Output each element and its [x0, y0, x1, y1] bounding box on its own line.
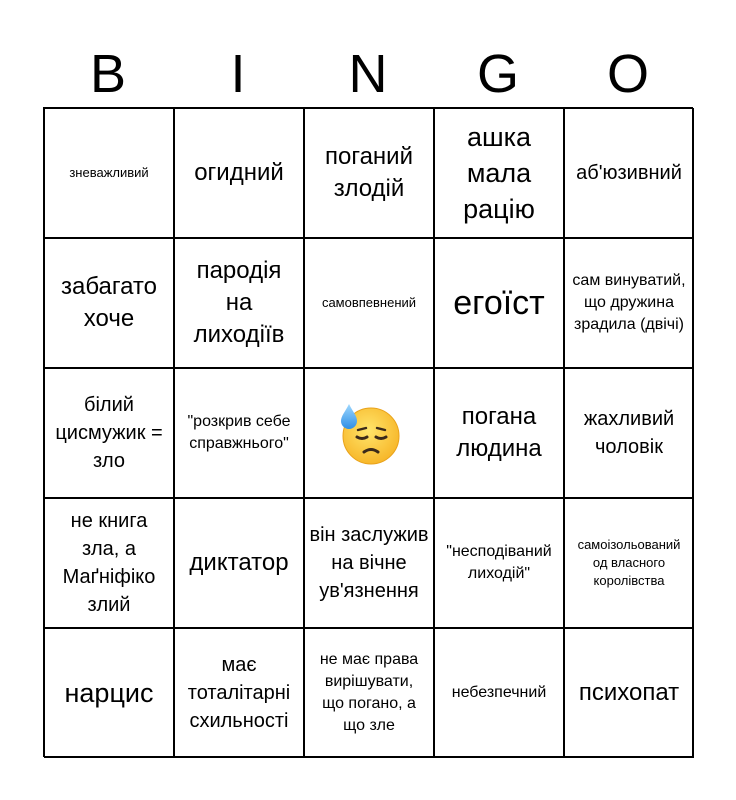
cell-text: самоізольований од власного королівства [577, 537, 681, 588]
cell-text: не книга зла, а Маґніфіко злий [62, 510, 156, 616]
cell-text: має тоталітарні схильності [187, 654, 291, 732]
cell-text: поганий злодій [325, 143, 413, 202]
bingo-cell[interactable] [44, 238, 174, 368]
bingo-header [43, 40, 693, 108]
bingo-cell[interactable] [174, 108, 304, 238]
bingo-cell[interactable] [434, 238, 564, 368]
bingo-cell[interactable] [304, 238, 434, 368]
cell-text: пародія на лиходіїв [193, 257, 285, 348]
bingo-cell[interactable] [304, 498, 434, 628]
bingo-cell[interactable] [564, 238, 694, 368]
header-letter-i: I [230, 44, 246, 104]
header-letter-b: B [89, 44, 127, 104]
bingo-cell[interactable] [44, 108, 174, 238]
cell-text: аб'юзивний [576, 162, 682, 184]
cell-text: жахливий чоловік [583, 408, 675, 458]
header-letter-o: O [606, 44, 649, 104]
header-letter-n: N [348, 44, 388, 104]
cell-text: егоїст [453, 284, 545, 322]
bingo-cell[interactable] [434, 108, 564, 238]
cell-text: він заслужив на вічне ув'язнення [309, 524, 429, 602]
cell-text: сам винуватий, що дружина зрадила (двічі) [572, 272, 686, 333]
cell-text: білий цисмужик = зло [55, 394, 163, 472]
bingo-cell[interactable] [44, 628, 174, 758]
bingo-cell[interactable] [434, 498, 564, 628]
bingo-cell[interactable] [304, 628, 434, 758]
cell-text: психопат [578, 679, 680, 706]
cell-text: огидний [194, 159, 284, 186]
free-space[interactable] [304, 368, 434, 498]
cell-text: не має права вирішувати, що погано, а що зле [319, 651, 419, 734]
bingo-cell[interactable] [564, 108, 694, 238]
bingo-cell[interactable] [174, 498, 304, 628]
cell-text: самовпевнений [321, 295, 417, 310]
cell-text: зневажливий [69, 165, 149, 180]
bingo-cell[interactable] [564, 498, 694, 628]
bingo-cell[interactable] [564, 628, 694, 758]
bingo-cell[interactable] [434, 628, 564, 758]
bingo-cell[interactable] [174, 238, 304, 368]
bingo-board [43, 107, 693, 757]
header-letter-g: G [476, 44, 519, 104]
cell-text: диктатор [189, 549, 289, 576]
bingo-cell[interactable] [44, 368, 174, 498]
cell-text: погана людина [456, 403, 542, 462]
cell-text: небезпечний [451, 684, 547, 701]
downcast-face-with-sweat-icon [336, 400, 402, 466]
bingo-cell[interactable] [564, 368, 694, 498]
bingo-cell[interactable] [434, 368, 564, 498]
cell-text: "несподіваний лиходій" [446, 543, 552, 582]
bingo-cell[interactable] [174, 628, 304, 758]
cell-text: забагато хоче [60, 273, 157, 332]
bingo-cell[interactable] [174, 368, 304, 498]
cell-text: нарцис [64, 678, 154, 708]
bingo-cell[interactable] [44, 498, 174, 628]
cell-text: "розкрив себе справжнього" [187, 413, 291, 452]
bingo-cell[interactable] [304, 108, 434, 238]
cell-text: ашка мала рацію [463, 122, 535, 224]
